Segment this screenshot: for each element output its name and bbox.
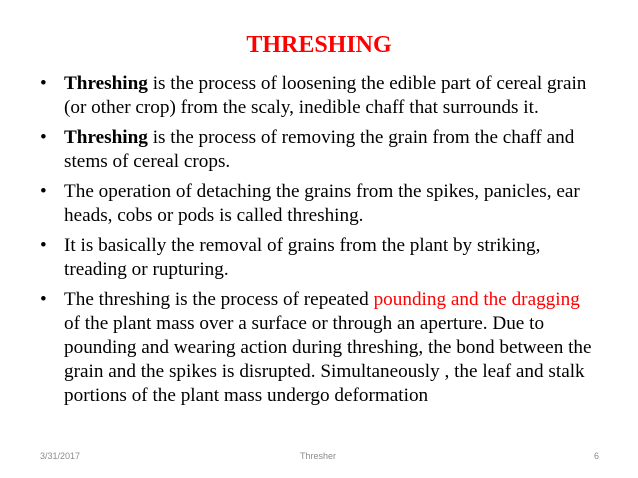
bullet-item xyxy=(40,72,600,120)
bullet-icon: • xyxy=(40,73,47,94)
bullet-bold-term: Threshing xyxy=(64,127,148,148)
bullet-text: is the process of loosening the edible part of cereal grain (or other crop) from the scaly, inedible chaff that surrounds it. xyxy=(64,73,587,118)
footer-title: Thresher xyxy=(300,451,337,461)
bullet-item xyxy=(40,288,600,408)
bullet-icon: • xyxy=(40,289,47,310)
slide-title: THRESHING xyxy=(246,32,392,58)
footer-date: 3/31/2017 xyxy=(40,451,81,461)
bullet-item xyxy=(40,234,600,282)
bullet-icon: • xyxy=(40,235,47,256)
bullet-bold-term: Threshing xyxy=(64,73,148,94)
bullet-item xyxy=(40,180,600,228)
bullet-text: The operation of detaching the grains from the spikes, panicles, ear heads, cobs or pods is called threshing. xyxy=(64,181,580,226)
footer-page-number: 6 xyxy=(594,451,600,461)
bullet-icon: • xyxy=(40,127,47,148)
bullet-item xyxy=(40,126,600,174)
bullet-icon: • xyxy=(40,181,47,202)
bullet-text: The threshing is the process of repeated xyxy=(64,289,374,310)
bullet-list xyxy=(40,72,600,414)
bullet-text: of the plant mass over a surface or through an aperture. Due to pounding and wearing action during threshing, the bond between the grain and the spikes is disrupted. Simultaneously , the leaf and stalk portions of the plant mass undergo deformation xyxy=(64,313,592,406)
bullet-text: It is basically the removal of grains from the plant by striking, treading or rupturing. xyxy=(64,235,541,280)
bullet-text: is the process of removing the grain from the chaff and stems of cereal crops. xyxy=(64,127,575,172)
bullet-highlight-text: pounding and the dragging xyxy=(373,289,580,310)
